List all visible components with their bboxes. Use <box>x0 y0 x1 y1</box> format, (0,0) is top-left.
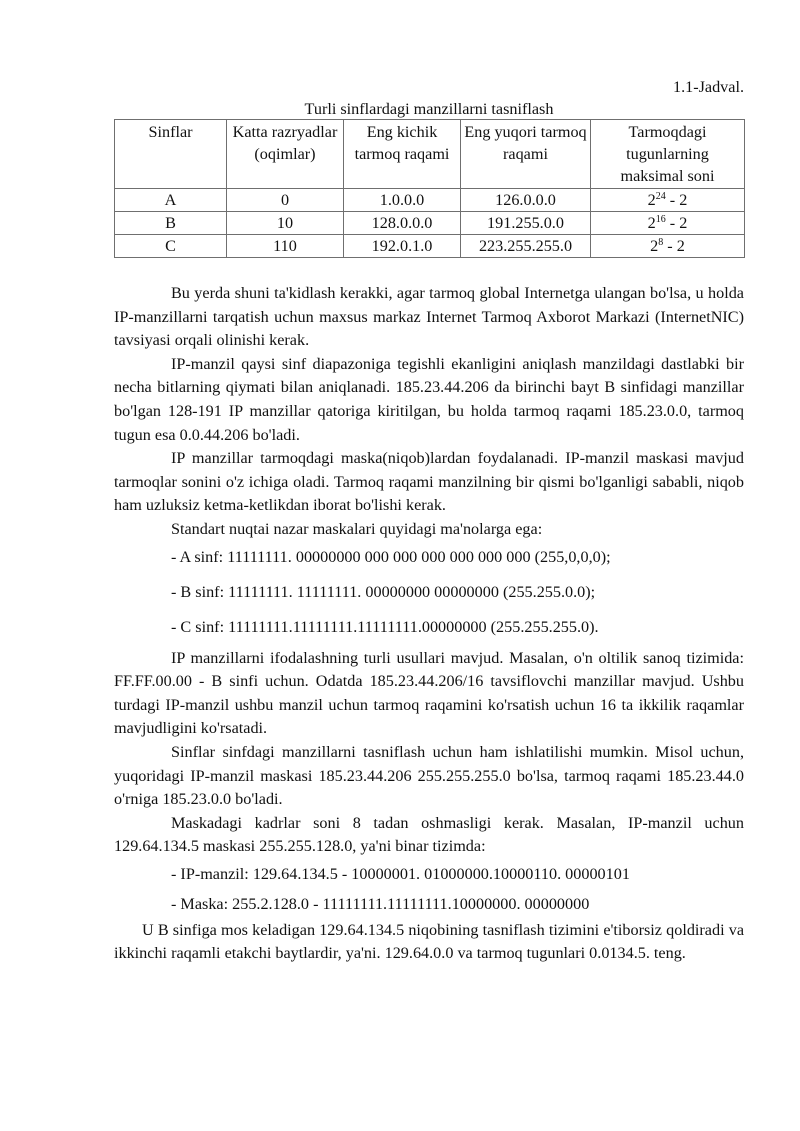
cell-min: 192.0.1.0 <box>344 235 461 258</box>
list-item-class-a: - A sinf: 11111111. 00000000 000 000 000 000 000 000 (255,0,0,0); <box>171 547 611 566</box>
cell-hosts <box>591 212 745 235</box>
header-classes: Sinflar <box>115 120 227 189</box>
list-item-class-b: - B sinf: 11111111. 11111111. 00000000 00000000 (255.255.0.0); <box>171 582 596 601</box>
header-max-hosts: Tarmoqdagi tugunlarning maksimal soni <box>591 120 745 189</box>
cell-class: C <box>115 235 227 258</box>
hosts-base: 2 <box>650 237 659 255</box>
mask-line-ip: - IP-manzil: 129.64.134.5 - 10000001. 01000000.10000110. 00000101 <box>171 864 630 883</box>
header-max-network: Eng yuqori tarmoq raqami <box>461 120 591 189</box>
address-classes-table <box>114 119 745 258</box>
table-caption: Turli sinflardagi manzillarni tasniflash <box>304 100 554 118</box>
table-row <box>115 235 745 258</box>
paragraph-internetnic: Bu yerda shuni ta'kidlash kerakki, agar tarmoq global Internetga ulangan bo'lsa, u holda IP-manzillarni tarqatish uchun maxsus markaz Internet Tarmoq Axborot Markazi (InternetNIC) tavsiyasi orqali olinishi kerak. <box>114 284 744 350</box>
table-row <box>115 189 745 212</box>
body-text <box>114 282 744 966</box>
cell-bits: 0 <box>227 189 344 212</box>
paragraph-classless: Sinflar sinfdagi manzillarni tasniflash uchun ham ishlatilishi mumkin. Misol uchun, yuqoridagi IP-manzil maskasi 185.23.44.206 255.255.255.0 bo'lsa, tarmoq raqami 185.23.44.0 o'rniga 185.23.0.0 bo'ladi. <box>114 742 744 809</box>
cell-min: 128.0.0.0 <box>344 212 461 235</box>
cell-max: 191.255.0.0 <box>461 212 591 235</box>
cell-max: 223.255.255.0 <box>461 235 591 258</box>
paragraph-mask-frames: Maskadagi kadrlar soni 8 tadan oshmasligi kerak. Masalan, IP-manzil uchun 129.64.134.5 maskasi 255.255.128.0, ya'ni binar tizimda: <box>114 813 744 856</box>
header-min-network: Eng kichik tarmoq raqami <box>344 120 461 189</box>
hosts-base: 2 <box>647 214 656 232</box>
hosts-base: 2 <box>647 191 656 209</box>
cell-min: 1.0.0.0 <box>344 189 461 212</box>
hosts-rest: - 2 <box>665 191 688 209</box>
mask-line-mask: - Maska: 255.2.128.0 - 11111111.11111111.10000000. 00000000 <box>171 894 590 913</box>
paragraph-class-detection: IP-manzil qaysi sinf diapazoniga tegishli ekanligini aniqlash manzildagi dastlabki bir necha bitlarning qiymati bilan aniqlanadi. 185.23.44.206 da birinchi bayt B sinfidagi manzillar bo'lgan 128-191 IP manzillar qatoriga kiritilgan, bu holda tarmoq raqami 185.23.0.0, tarmoq tugun esa 0.0.44.206 bo'ladi. <box>114 354 744 444</box>
paragraph-standard-masks: Standart nuqtai nazar maskalari quyidagi ma'nolarga ega: <box>171 519 543 538</box>
paragraph-conclusion: U B sinfiga mos keladigan 129.64.134.5 niqobining tasniflash tizimini e'tiborsiz qoldiradi va ikkinchi raqamli etakchi baytlardir, ya'ni. 129.64.0.0 va tarmoq tugunlari 0.0134.5. teng. <box>114 920 744 963</box>
hosts-exponent: 8 <box>658 237 664 248</box>
hosts-rest: - 2 <box>663 237 685 255</box>
cell-class: B <box>115 212 227 235</box>
cell-bits: 110 <box>227 235 344 258</box>
hosts-exponent: 24 <box>655 191 666 202</box>
table-header-row <box>115 120 745 189</box>
paragraph-notation: IP manzillarni ifodalashning turli usullari mavjud. Masalan, o'n oltilik sanoq tizimida: FF.FF.00.00 - B sinfi uchun. Odatda 185.23.44.206/16 tavsiflovchi manzillar mavjud. Ushbu turdagi IP-manzil ushbu manzil uchun tarmoq raqamini ko'rsatish uchun 16 ta ikkilik raqamlar mavjudligini ko'rsatadi. <box>114 648 744 738</box>
table-number-label: 1.1-Jadval. <box>672 78 744 96</box>
header-high-bits: Katta razryadlar (oqimlar) <box>227 120 344 189</box>
hosts-rest: - 2 <box>665 214 688 232</box>
list-item-class-c: - C sinf: 11111111.11111111.11111111.00000000 (255.255.255.0). <box>171 617 599 636</box>
hosts-exponent: 16 <box>655 214 666 225</box>
table-row <box>115 212 745 235</box>
cell-class: A <box>115 189 227 212</box>
cell-hosts <box>591 235 745 258</box>
document-page <box>114 76 744 966</box>
paragraph-mask-intro: IP manzillar tarmoqdagi maska(niqob)lardan foydalanadi. IP-manzil maskasi mavjud tarmoqlar sonini o'z ichiga oladi. Tarmoq raqami manzilning bir qismi bo'lganligi sababli, niqob ham uzluksiz ketma-ketlikdan iborat bo'lishi kerak. <box>114 449 744 515</box>
cell-hosts <box>591 189 745 212</box>
cell-bits: 10 <box>227 212 344 235</box>
cell-max: 126.0.0.0 <box>461 189 591 212</box>
